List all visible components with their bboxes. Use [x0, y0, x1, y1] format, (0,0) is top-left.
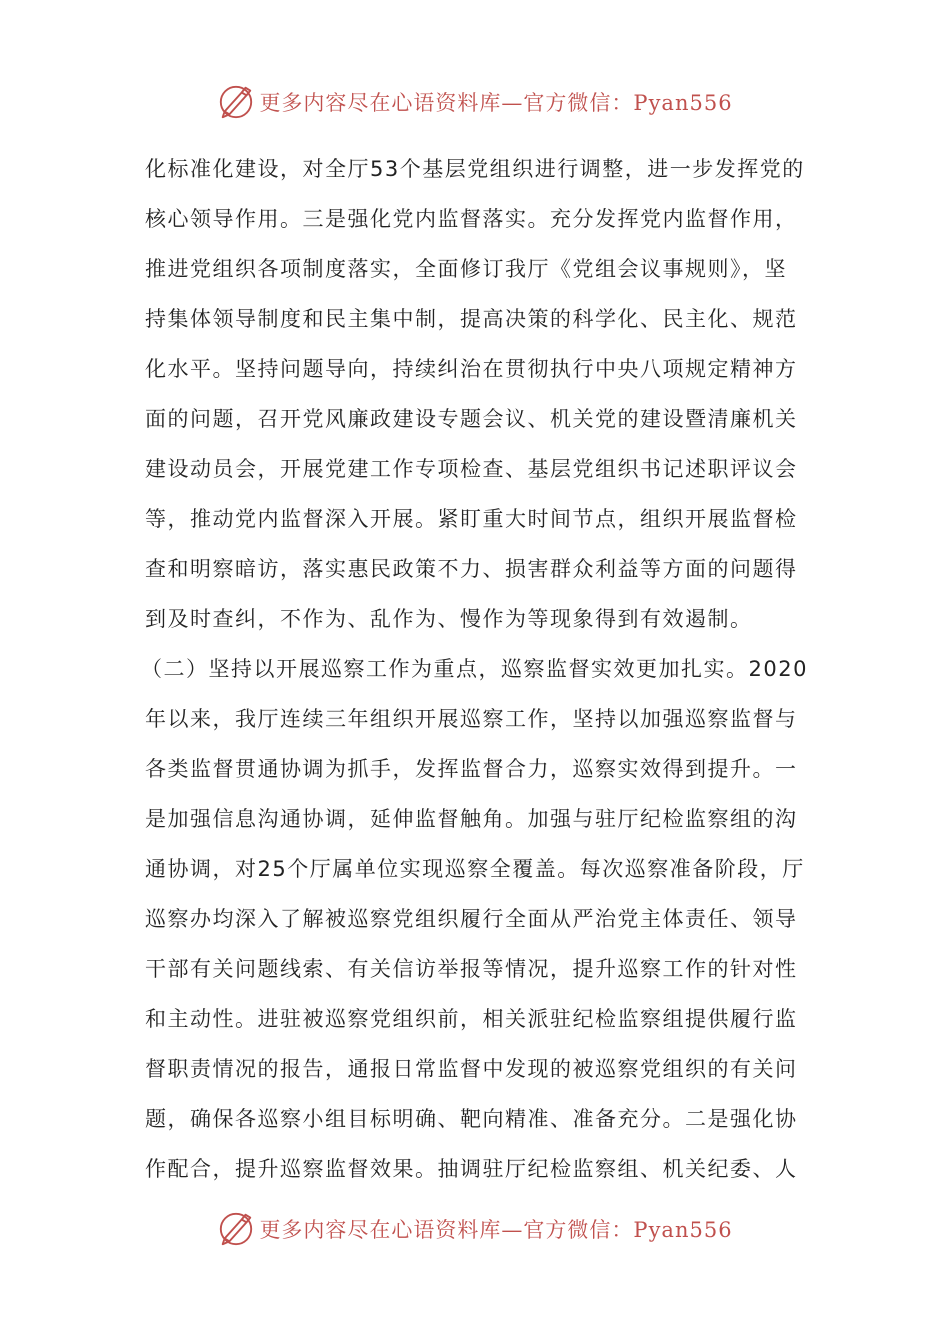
- body-line: 是加强信息沟通协调，延伸监督触角。加强与驻厅纪检监察组的沟: [145, 807, 798, 831]
- body-line: 作配合，提升巡察监督效果。抽调驻厅纪检监察组、机关纪委、人: [145, 1157, 798, 1181]
- body-line: 干部有关问题线索、有关信访举报等情况，提升巡察工作的针对性: [145, 957, 798, 981]
- header-banner: [0, 82, 950, 122]
- pen-logo-icon: [217, 83, 255, 121]
- body-line: 到及时查纠，不作为、乱作为、慢作为等现象得到有效遏制。: [145, 607, 753, 631]
- body-line: 和主动性。进驻被巡察党组织前，相关派驻纪检监察组提供履行监: [145, 1007, 798, 1031]
- header-banner-text: 更多内容尽在心语资料库—官方微信：Pyan556: [259, 91, 733, 115]
- section-heading-line: （二）坚持以开展巡察工作为重点，巡察监督实效更加扎实。2020: [141, 657, 808, 681]
- body-line: 题，确保各巡察小组目标明确、靶向精准、准备充分。二是强化协: [145, 1107, 798, 1131]
- footer-banner: [0, 1209, 950, 1249]
- document-body: [141, 150, 810, 1200]
- body-line: 各类监督贯通协调为抓手，发挥监督合力，巡察实效得到提升。一: [145, 757, 798, 781]
- body-line: 推进党组织各项制度落实，全面修订我厅《党组会议事规则》，坚: [145, 257, 787, 281]
- body-line: 建设动员会，开展党建工作专项检查、基层党组织书记述职评议会: [145, 457, 798, 481]
- body-line: 化标准化建设，对全厅53个基层党组织进行调整，进一步发挥党的: [145, 157, 805, 181]
- footer-banner-text: 更多内容尽在心语资料库—官方微信：Pyan556: [259, 1218, 733, 1242]
- body-line: 督职责情况的报告，通报日常监督中发现的被巡察党组织的有关问: [145, 1057, 798, 1081]
- pen-logo-icon: [217, 1210, 255, 1248]
- body-line: 查和明察暗访，落实惠民政策不力、损害群众利益等方面的问题得: [145, 557, 798, 581]
- body-line: 持集体领导制度和民主集中制，提高决策的科学化、民主化、规范: [145, 307, 798, 331]
- body-line: 年以来，我厅连续三年组织开展巡察工作，坚持以加强巡察监督与: [145, 707, 798, 731]
- body-line: 巡察办均深入了解被巡察党组织履行全面从严治党主体责任、领导: [145, 907, 798, 931]
- body-line: 等，推动党内监督深入开展。紧盯重大时间节点，组织开展监督检: [145, 507, 798, 531]
- body-line: 化水平。坚持问题导向，持续纠治在贯彻执行中央八项规定精神方: [145, 357, 798, 381]
- body-line: 核心领导作用。三是强化党内监督落实。充分发挥党内监督作用，: [145, 207, 798, 231]
- body-line: 通协调，对25个厅属单位实现巡察全覆盖。每次巡察准备阶段，厅: [145, 857, 805, 881]
- body-line: 面的问题，召开党风廉政建设专题会议、机关党的建设暨清廉机关: [145, 407, 798, 431]
